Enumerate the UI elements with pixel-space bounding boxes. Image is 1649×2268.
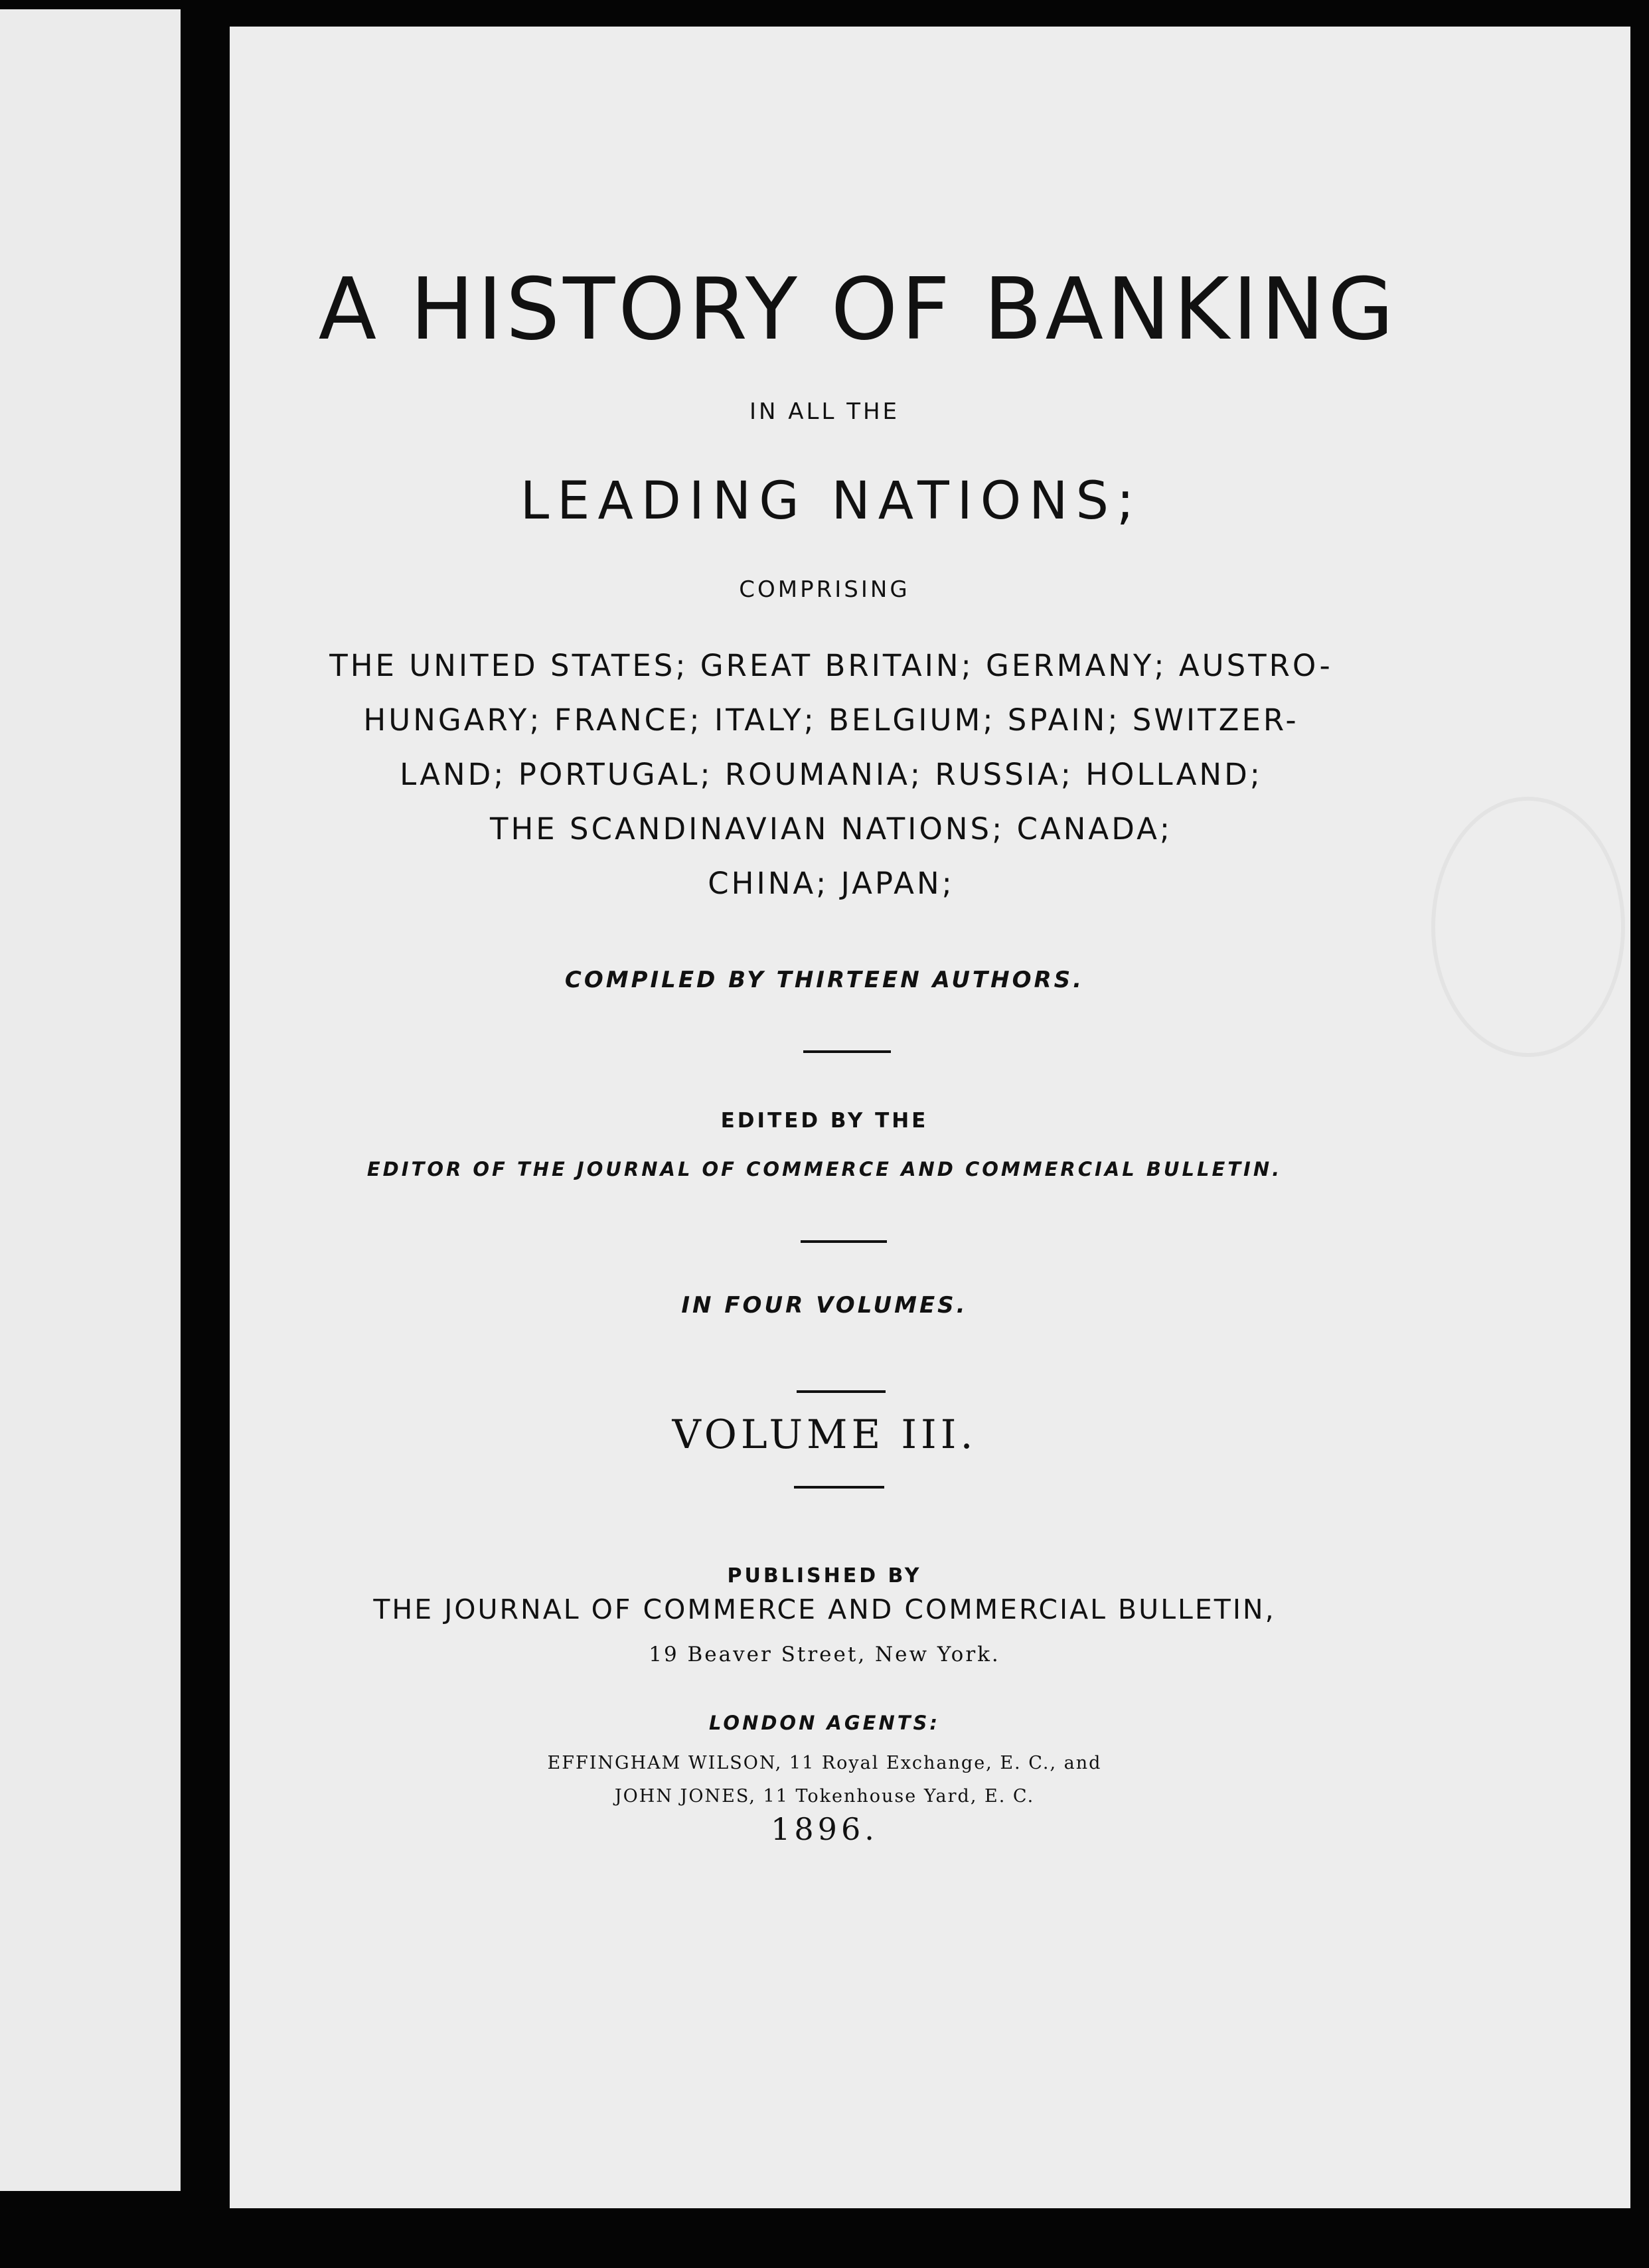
compiled-by-line: COMPILED BY THIRTEEN AUTHORS. — [564, 967, 1085, 993]
publication-year: 1896. — [771, 1811, 878, 1847]
editor-line: EDITOR OF THE JOURNAL OF COMMERCE AND COMMERCIAL BULLETIN. — [366, 1158, 1283, 1180]
publisher-address: 19 Beaver Street, New York. — [649, 1643, 1000, 1666]
comprising-line: COMPRISING — [739, 576, 910, 603]
published-by-line: PUBLISHED BY — [727, 1564, 922, 1587]
london-agents-heading: LONDON AGENTS: — [708, 1712, 941, 1734]
volumes-line: IN FOUR VOLUMES. — [681, 1292, 968, 1319]
nations-line-1: THE UNITED STATES; GREAT BRITAIN; GERMANY; AUSTRO- — [329, 648, 1333, 683]
divider-rule-2 — [801, 1240, 887, 1243]
nations-line-5: CHINA; JAPAN; — [708, 866, 955, 901]
divider-rule-4 — [794, 1486, 884, 1489]
divider-rule-1 — [803, 1050, 891, 1053]
book-subtitle: LEADING NATIONS; — [520, 471, 1142, 531]
divider-rule-3 — [797, 1390, 886, 1393]
nations-line-4: THE SCANDINAVIAN NATIONS; CANADA; — [489, 811, 1173, 847]
publisher-name: THE JOURNAL OF COMMERCE AND COMMERCIAL BULLETIN, — [373, 1593, 1276, 1625]
book-title: A HISTORY OF BANKING — [318, 260, 1397, 359]
in-all-the-line: IN ALL THE — [749, 398, 900, 425]
london-agent-2: JOHN JONES, 11 Tokenhouse Yard, E. C. — [614, 1786, 1035, 1807]
nations-line-2: HUNGARY; FRANCE; ITALY; BELGIUM; SPAIN; SWITZER- — [363, 702, 1299, 738]
edited-by-line: EDITED BY THE — [720, 1109, 929, 1133]
volume-number: VOLUME III. — [672, 1412, 977, 1458]
london-agent-1: EFFINGHAM WILSON, 11 Royal Exchange, E. C., and — [547, 1753, 1102, 1773]
nations-line-3: LAND; PORTUGAL; ROUMANIA; RUSSIA; HOLLAND; — [400, 757, 1263, 792]
